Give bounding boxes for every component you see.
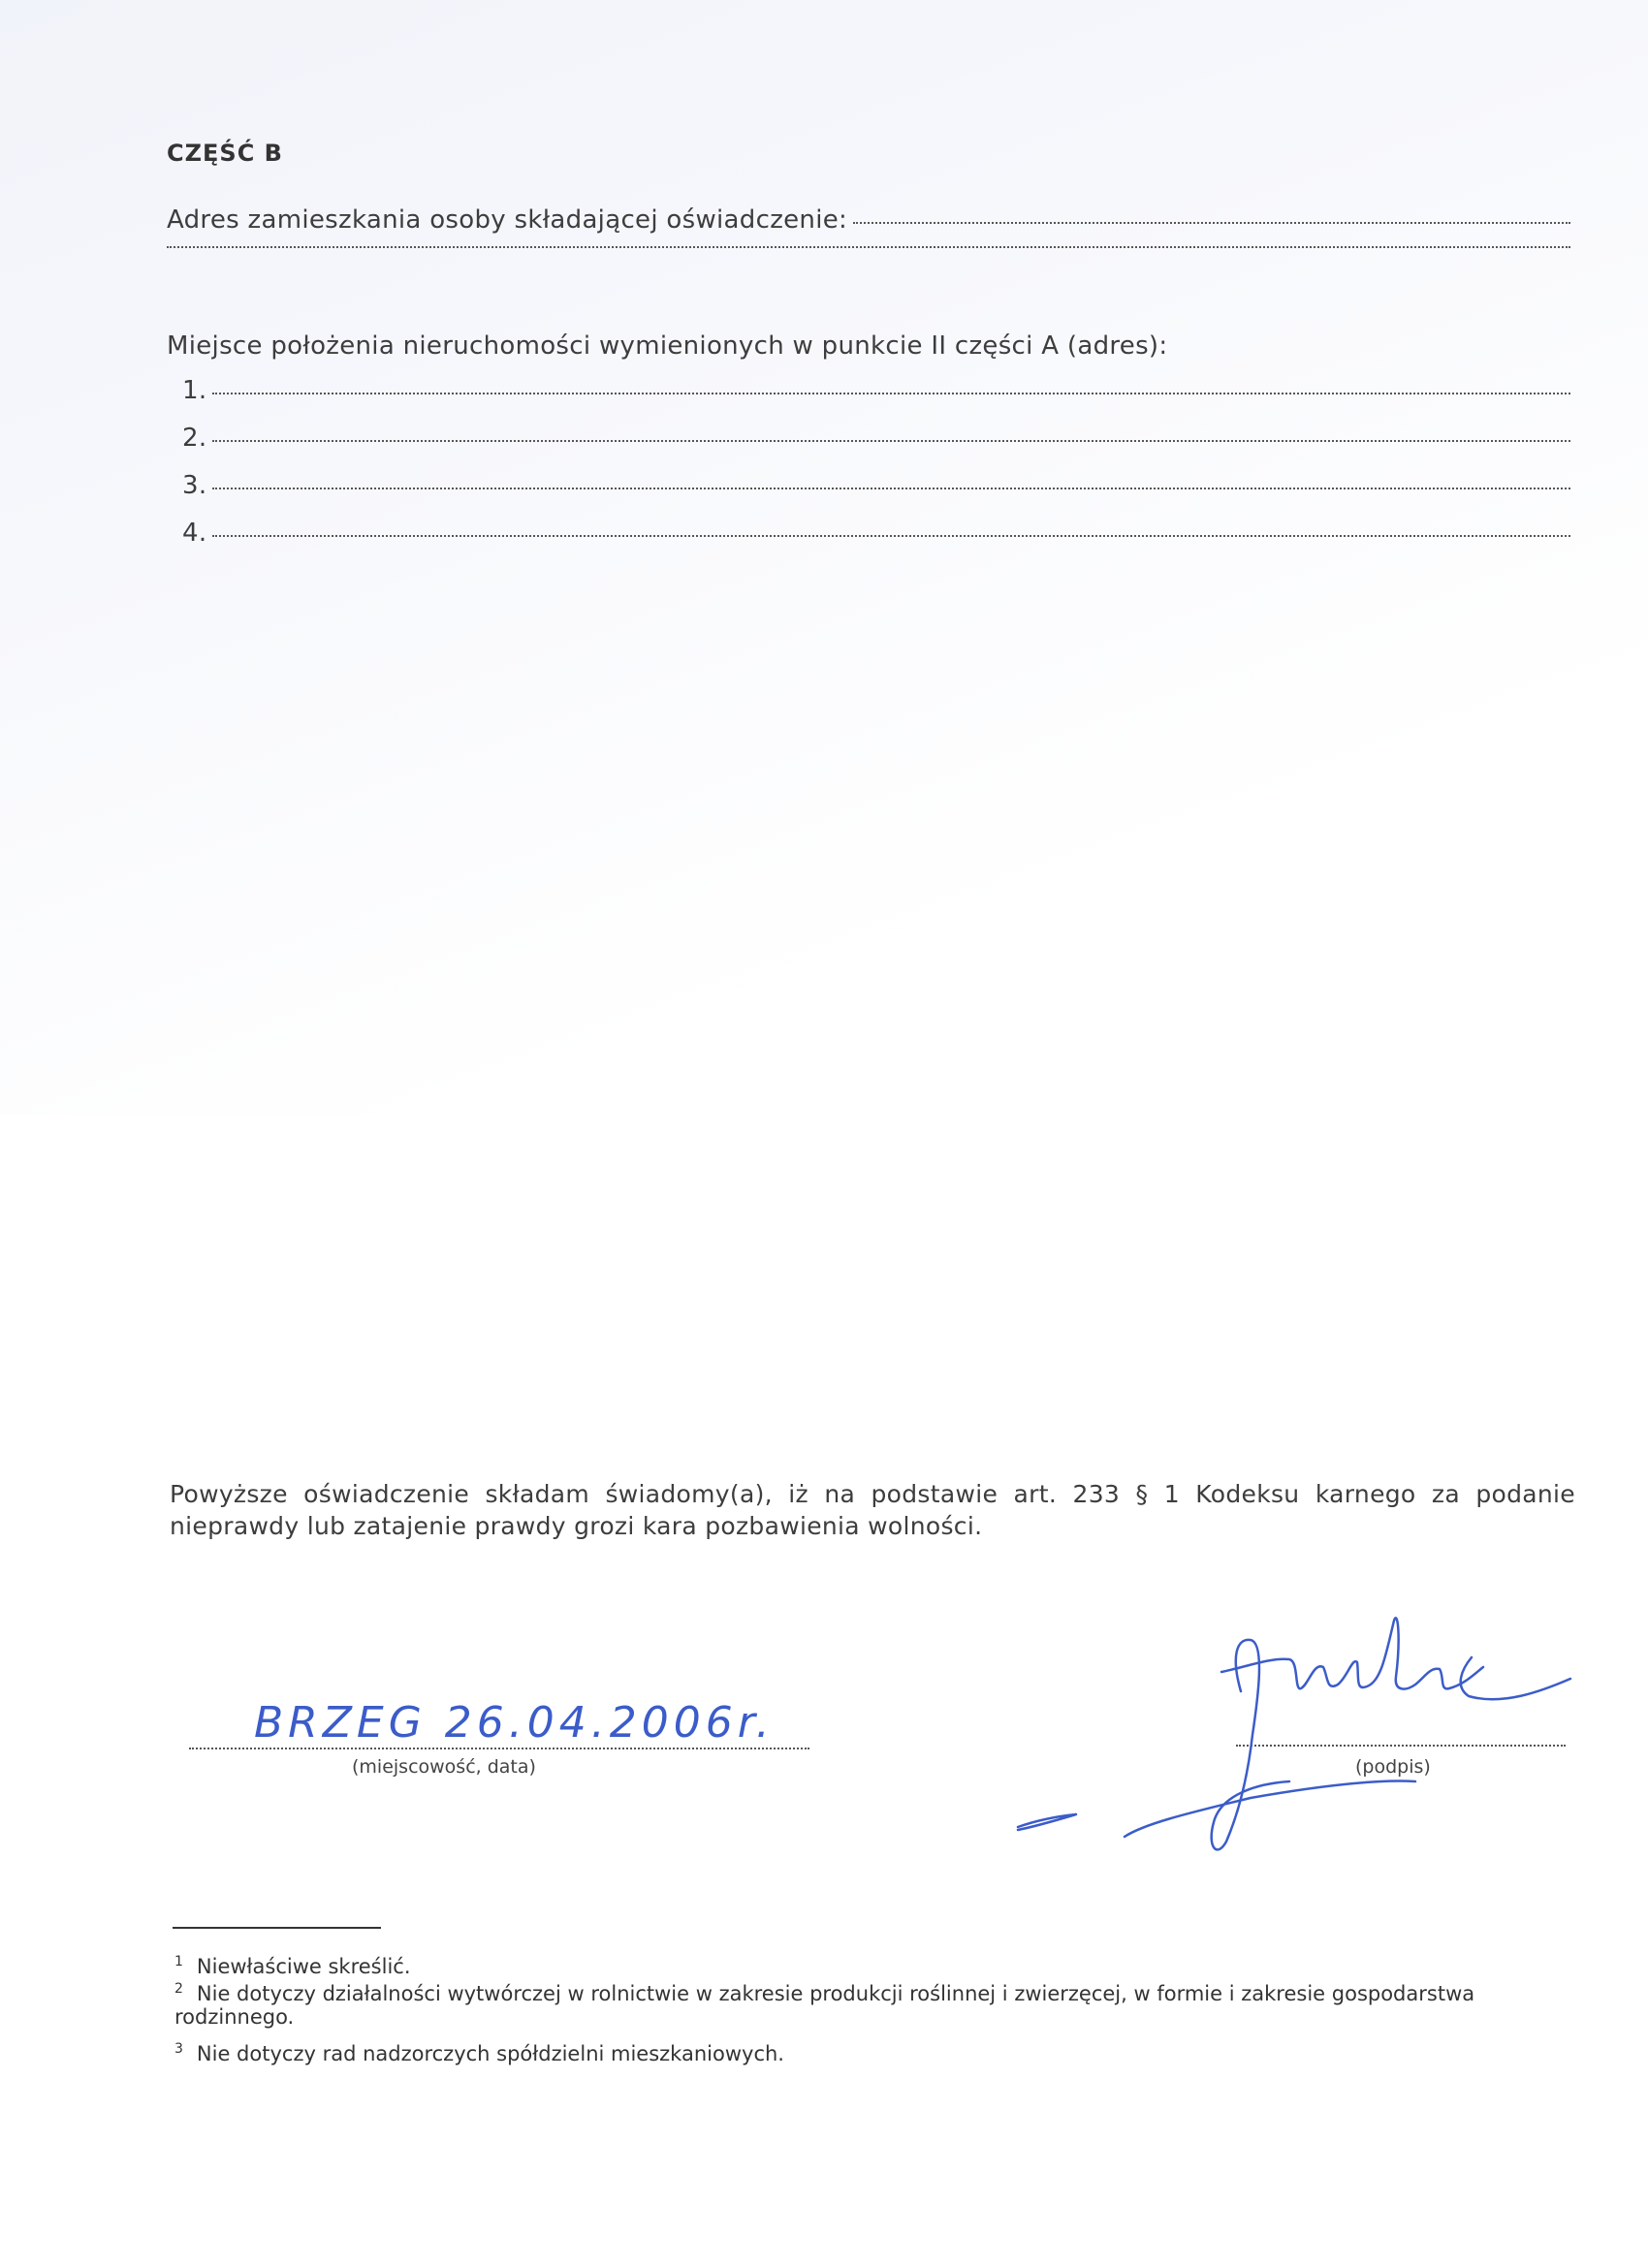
property-item-number: 4. bbox=[182, 519, 207, 548]
place-date-caption: (miejscowość, data) bbox=[352, 1756, 536, 1778]
property-item-number: 3. bbox=[182, 471, 207, 500]
footnote-number: 1 bbox=[174, 1954, 183, 1969]
footnote-number: 2 bbox=[174, 1981, 183, 1997]
property-item bbox=[182, 376, 1570, 405]
section-title: CZĘŚĆ B bbox=[167, 140, 283, 167]
address-label: Adres zamieszkania osoby składającej oświadczenie: bbox=[167, 205, 848, 235]
footnote-text: Nie dotyczy rad nadzorczych spółdzielni mieszkaniowych. bbox=[196, 2042, 784, 2065]
property-item-number: 2. bbox=[182, 424, 207, 453]
address-field-2[interactable] bbox=[167, 246, 1570, 248]
declaration-text: Powyższe oświadczenie składam świadomy(a), iż na podstawie art. 233 § 1 Kodeksu karnego za podanie nieprawdy lub zatajenie prawdy grozi kara pozbawienia wolności. bbox=[170, 1480, 1575, 1540]
address-line bbox=[167, 205, 1570, 235]
property-field-3[interactable] bbox=[212, 488, 1570, 489]
footnote-text: Nie dotyczy działalności wytwórczej w rolnictwie w zakresie produkcji roślinnej i zwierzęcej, w formie i zakresie gospodarstwa rodzinnego. bbox=[174, 1982, 1475, 2029]
footnote-3 bbox=[174, 2037, 1580, 2065]
footnote-1 bbox=[174, 1950, 1580, 1978]
handwritten-signature bbox=[998, 1599, 1600, 1861]
scan-shading bbox=[0, 0, 1648, 1115]
place-date-handwritten: BRZEG 26.04.2006r. bbox=[254, 1698, 775, 1748]
property-field-4[interactable] bbox=[212, 535, 1570, 537]
address-line-2 bbox=[167, 250, 1570, 252]
property-label: Miejsce położenia nieruchomości wymienionych w punkcie II części A (adres): bbox=[167, 331, 1168, 361]
property-field-1[interactable] bbox=[212, 393, 1570, 394]
place-date-field[interactable] bbox=[189, 1748, 809, 1749]
property-item bbox=[182, 424, 1570, 453]
signature-caption: (podpis) bbox=[1355, 1756, 1431, 1778]
property-item-number: 1. bbox=[182, 376, 207, 405]
property-field-2[interactable] bbox=[212, 440, 1570, 442]
footnote-text: Niewłaściwe skreślić. bbox=[196, 1955, 411, 1978]
address-field-1[interactable] bbox=[853, 222, 1570, 224]
footnote-rule bbox=[173, 1927, 381, 1929]
footnote-2 bbox=[174, 1977, 1580, 2029]
property-item bbox=[182, 519, 1570, 548]
footnote-number: 3 bbox=[174, 2041, 183, 2057]
property-item bbox=[182, 471, 1570, 500]
